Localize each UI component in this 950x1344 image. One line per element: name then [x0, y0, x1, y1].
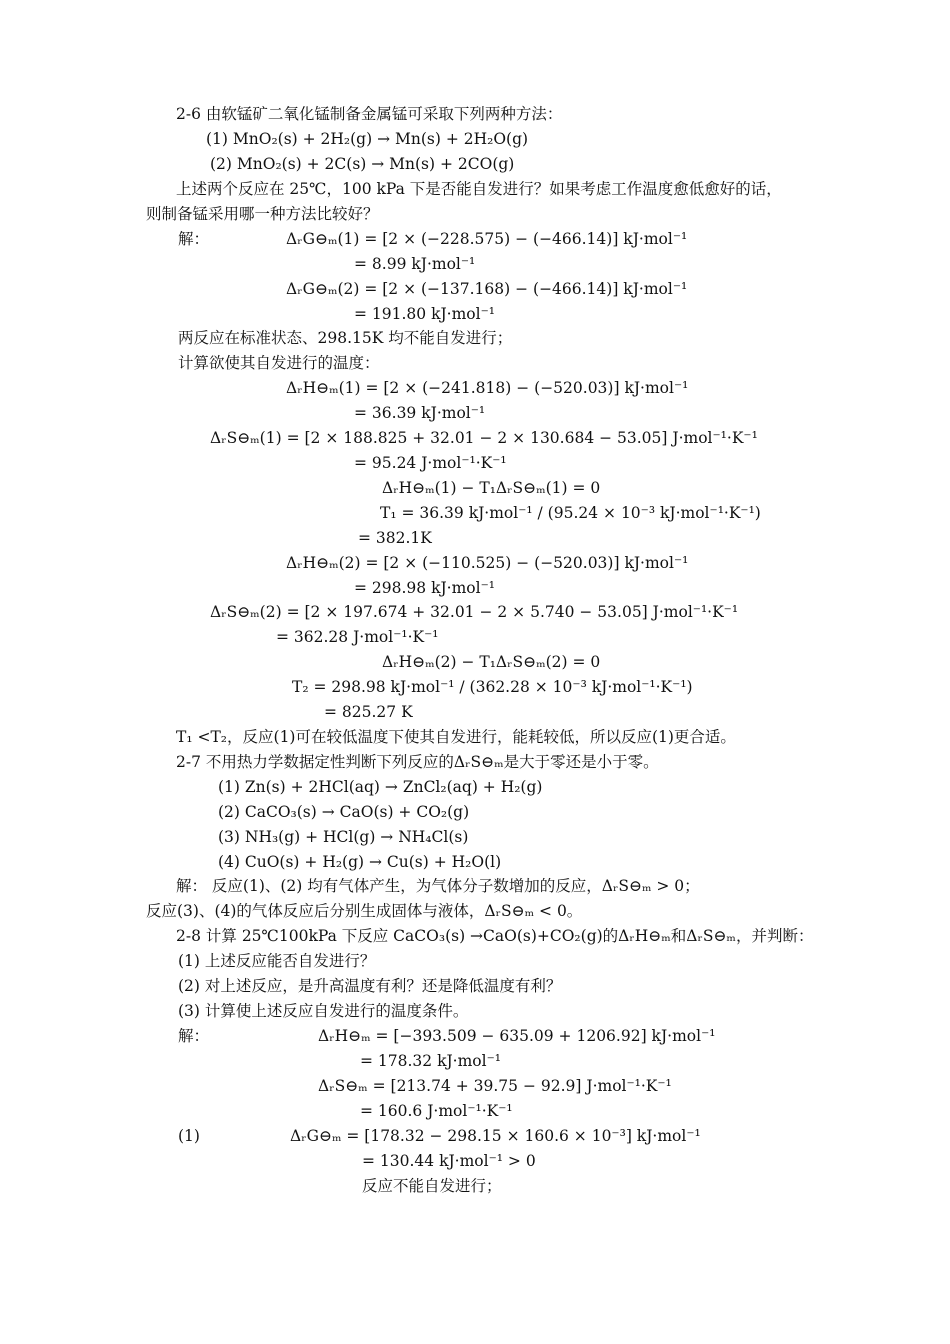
- delta-s-2-result: = 362.28 J·mol⁻¹·K⁻¹: [276, 628, 439, 646]
- reaction-3: (3) NH₃(g) + HCl(g) → NH₄Cl(s): [218, 828, 469, 846]
- problem-2-7-title: 2-7 不用热力学数据定性判断下列反应的ΔᵣS⊖ₘ是大于零还是小于零。: [176, 753, 659, 771]
- delta-g-2-equation: ΔᵣG⊖ₘ(2) = [2 × (−137.168) − (−466.14)] kJ·mol⁻¹: [286, 280, 688, 298]
- temperature-calc-note: 计算欲使其自发进行的温度：: [178, 354, 380, 372]
- method-2-equation: (2) MnO₂(s) + 2C(s) → Mn(s) + 2CO(g): [210, 155, 515, 173]
- solution-label: 解：: [178, 230, 210, 248]
- delta-s-1-result: = 95.24 J·mol⁻¹·K⁻¹: [354, 454, 507, 472]
- delta-h-result: = 178.32 kJ·mol⁻¹: [360, 1052, 501, 1070]
- reaction-1: (1) Zn(s) + 2HCl(aq) → ZnCl₂(aq) + H₂(g): [218, 778, 543, 796]
- answer-2-7-line-1: 解： 反应(1)、(2) 均有气体产生，为气体分子数增加的反应，ΔᵣS⊖ₘ > 0；: [176, 877, 700, 895]
- delta-g-1-equation: ΔᵣG⊖ₘ(1) = [2 × (−228.575) − (−466.14)] kJ·mol⁻¹: [286, 230, 688, 248]
- delta-g-result: = 130.44 kJ·mol⁻¹ > 0: [362, 1152, 536, 1170]
- reaction-4: (4) CuO(s) + H₂(g) → Cu(s) + H₂O(l): [218, 853, 502, 871]
- delta-g-2-result: = 191.80 kJ·mol⁻¹: [354, 305, 495, 323]
- t1-equation: T₁ = 36.39 kJ·mol⁻¹ / (95.24 × 10⁻³ kJ·mol⁻¹·K⁻¹): [380, 504, 761, 522]
- t2-result: = 825.27 K: [324, 703, 413, 721]
- answer-2-7-line-2: 反应(3)、(4)的气体反应后分别生成固体与液体，ΔᵣS⊖ₘ < 0。: [146, 902, 583, 920]
- delta-h-2-equation: ΔᵣH⊖ₘ(2) = [2 × (−110.525) − (−520.03)] kJ·mol⁻¹: [286, 554, 689, 572]
- delta-g-note: 反应不能自发进行；: [362, 1177, 502, 1195]
- reaction-2: (2) CaCO₃(s) → CaO(s) + CO₂(g): [218, 803, 470, 821]
- question-line-1: 上述两个反应在 25℃，100 kPa 下是否能自发进行？如果考虑工作温度愈低愈好的话，: [176, 180, 782, 198]
- delta-h-equation: ΔᵣH⊖ₘ = [−393.509 − 635.09 + 1206.92] kJ·mol⁻¹: [318, 1027, 716, 1045]
- problem-2-6-title: 2-6 由软锰矿二氧化锰制备金属锰可采取下列两种方法：: [176, 105, 563, 123]
- conclusion: T₁ <T₂，反应(1)可在较低温度下使其自发进行，能耗较低，所以反应(1)更合适。: [176, 728, 736, 746]
- delta-s-result: = 160.6 J·mol⁻¹·K⁻¹: [360, 1102, 513, 1120]
- delta-h-1-equation: ΔᵣH⊖ₘ(1) = [2 × (−241.818) − (−520.03)] kJ·mol⁻¹: [286, 379, 689, 397]
- solution-label-2-8: 解：: [178, 1027, 210, 1045]
- delta-s-1-equation: ΔᵣS⊖ₘ(1) = [2 × 188.825 + 32.01 − 2 × 130.684 − 53.05] J·mol⁻¹·K⁻¹: [210, 429, 758, 447]
- t2-equation: T₂ = 298.98 kJ·mol⁻¹ / (362.28 × 10⁻³ kJ·mol⁻¹·K⁻¹): [292, 678, 693, 696]
- delta-s-2-equation: ΔᵣS⊖ₘ(2) = [2 × 197.674 + 32.01 − 2 × 5.740 − 53.05] J·mol⁻¹·K⁻¹: [210, 603, 739, 621]
- t2-condition: ΔᵣH⊖ₘ(2) − T₁ΔᵣS⊖ₘ(2) = 0: [382, 653, 601, 671]
- delta-g-equation: ΔᵣG⊖ₘ = [178.32 − 298.15 × 160.6 × 10⁻³] kJ·mol⁻¹: [290, 1127, 701, 1145]
- question-2-8-1: (1) 上述反应能否自发进行？: [178, 952, 376, 970]
- t1-result: = 382.1K: [358, 529, 432, 547]
- delta-s-equation: ΔᵣS⊖ₘ = [213.74 + 39.75 − 92.9] J·mol⁻¹·K⁻¹: [318, 1077, 672, 1095]
- delta-g-1-result: = 8.99 kJ·mol⁻¹: [354, 255, 476, 273]
- t1-condition: ΔᵣH⊖ₘ(1) − T₁ΔᵣS⊖ₘ(1) = 0: [382, 479, 601, 497]
- delta-h-2-result: = 298.98 kJ·mol⁻¹: [354, 579, 495, 597]
- question-line-2: 则制备锰采用哪一种方法比较好？: [146, 205, 379, 223]
- method-1-equation: (1) MnO₂(s) + 2H₂(g) → Mn(s) + 2H₂O(g): [206, 130, 529, 148]
- question-2-8-2: (2) 对上述反应，是升高温度有利？还是降低温度有利？: [178, 977, 562, 995]
- standard-state-note: 两反应在标准状态、298.15K 均不能自发进行；: [178, 329, 513, 347]
- question-2-8-3: (3) 计算使上述反应自发进行的温度条件。: [178, 1002, 469, 1020]
- part-1-label: (1): [178, 1127, 200, 1145]
- problem-2-8-title: 2-8 计算 25℃100kPa 下反应 CaCO₃(s) →CaO(s)+CO₂(g)的ΔᵣH⊖ₘ和ΔᵣS⊖ₘ，并判断：: [176, 927, 814, 945]
- delta-h-1-result: = 36.39 kJ·mol⁻¹: [354, 404, 486, 422]
